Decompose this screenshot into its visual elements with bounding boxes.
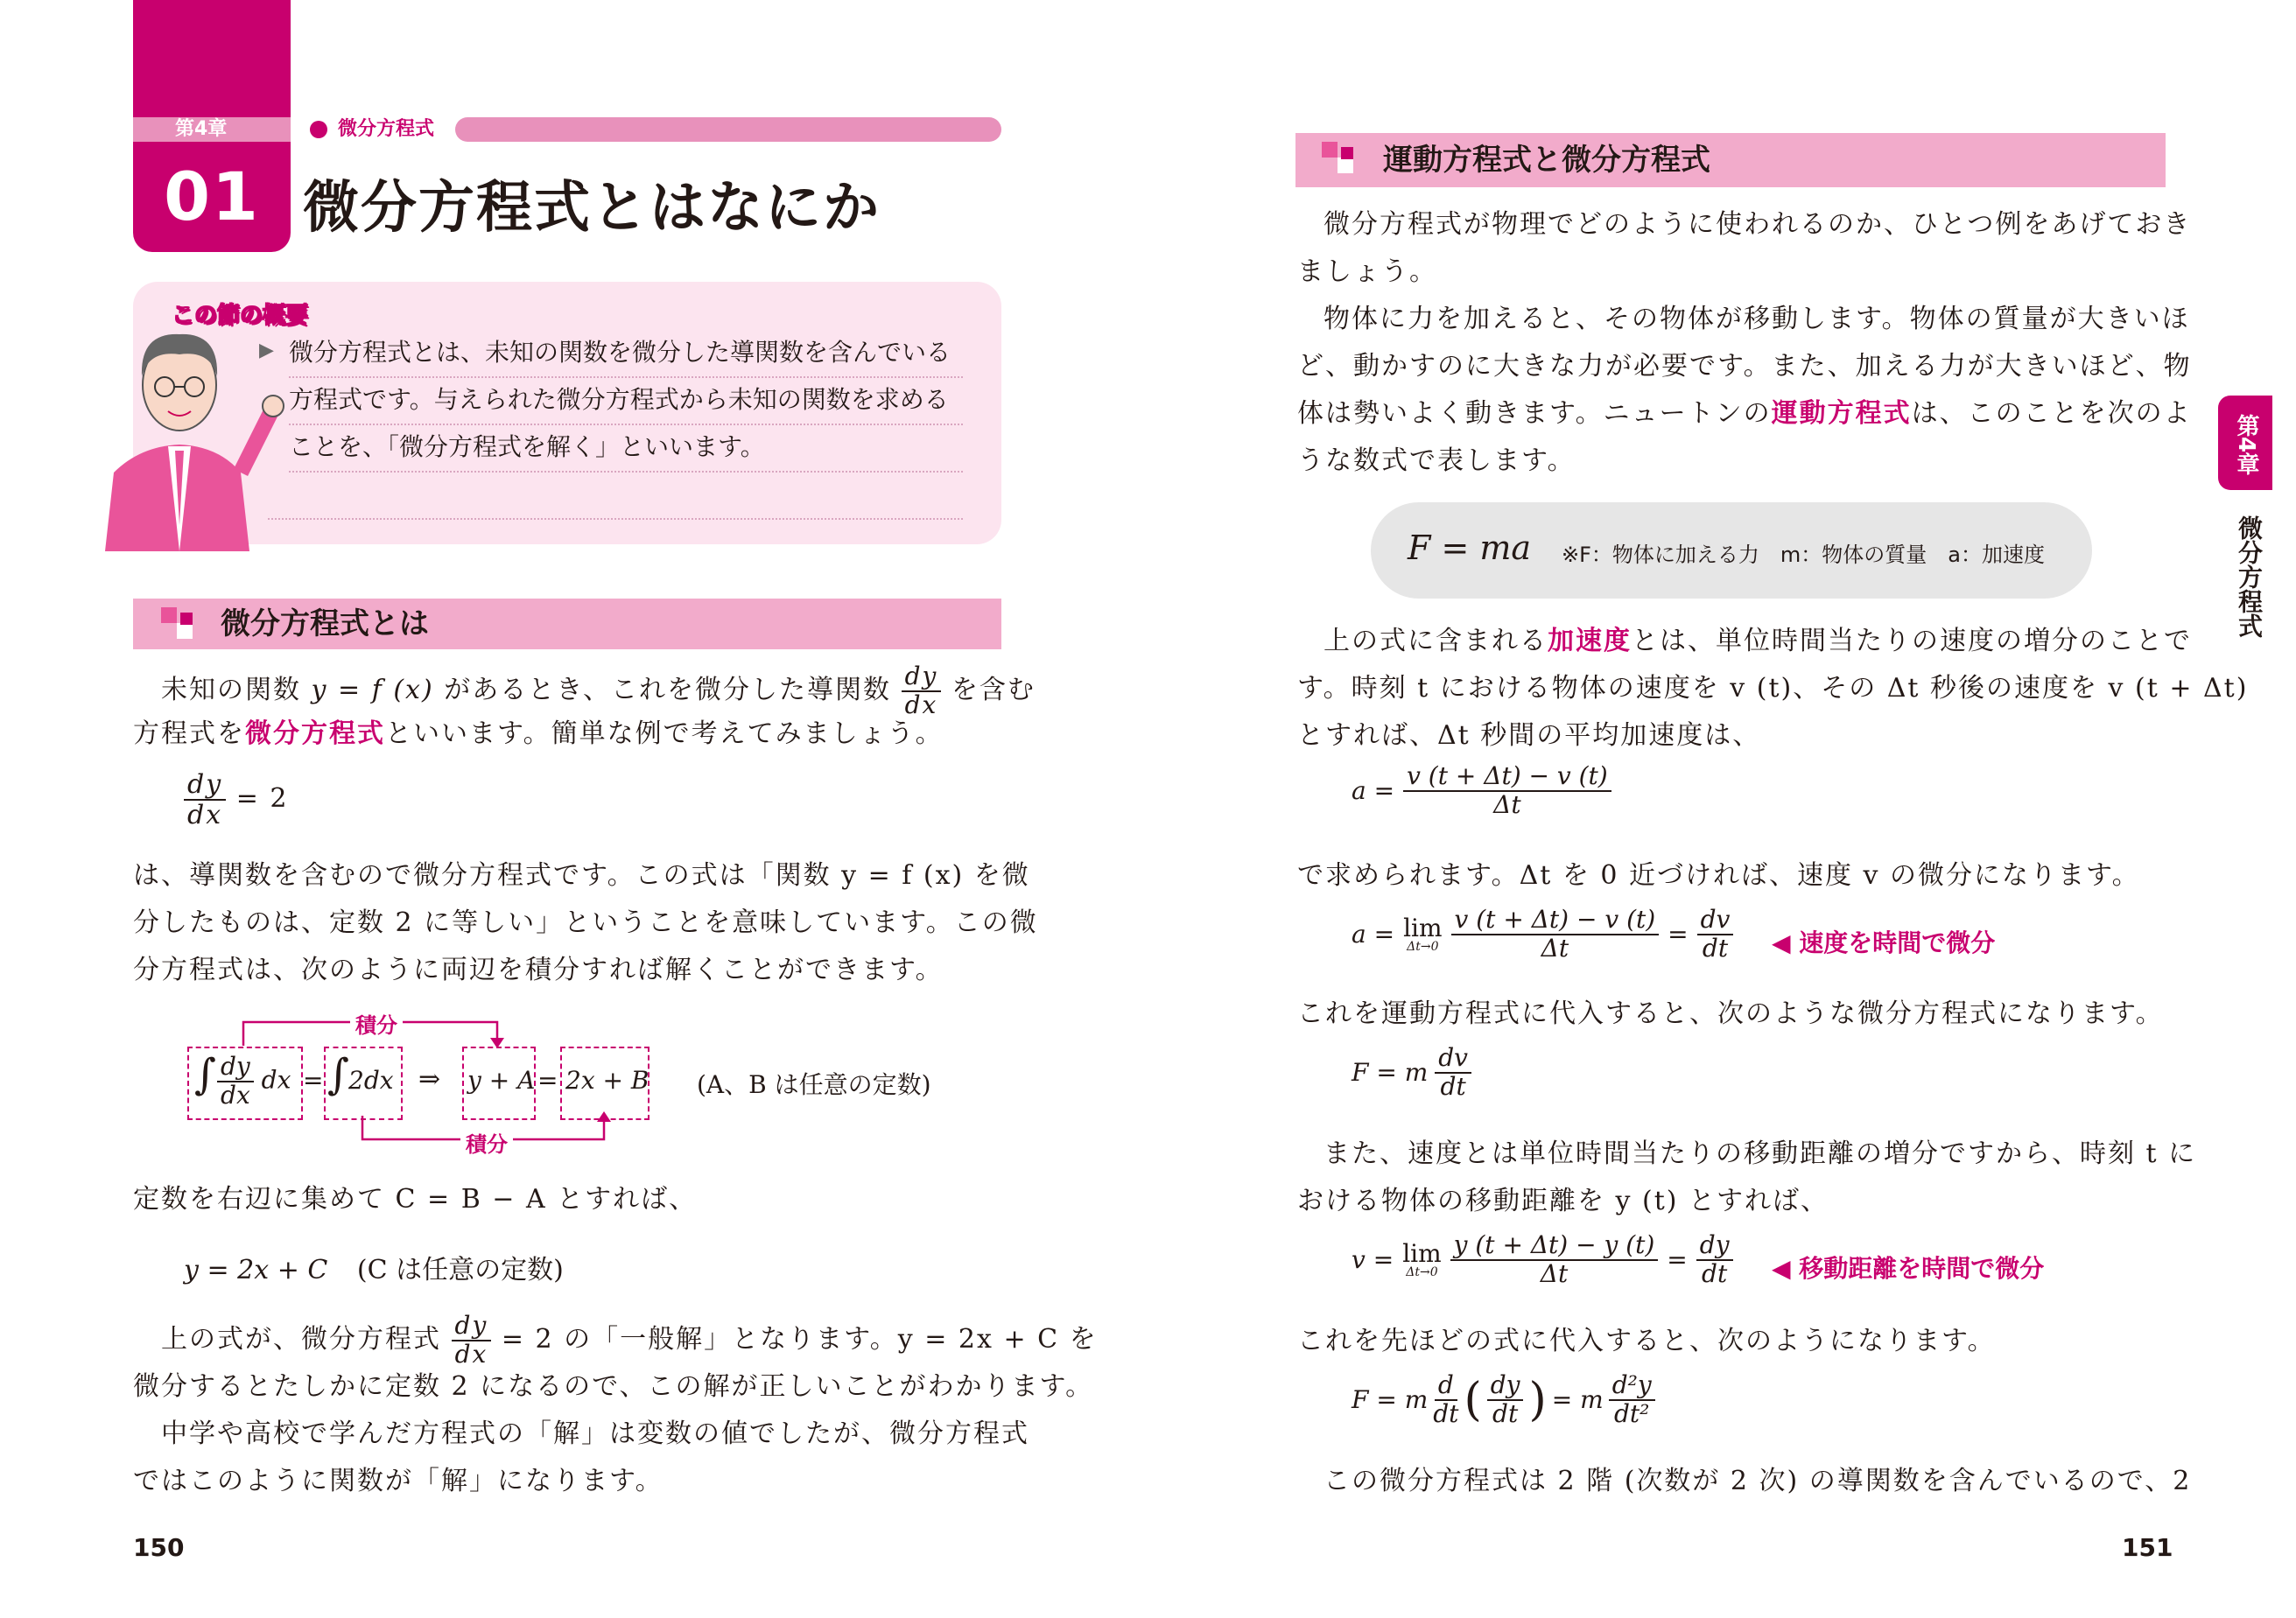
section-heading: 運動方程式と微分方程式: [1383, 143, 1710, 178]
chapter-side-tab-label: 第4章: [2233, 413, 2259, 476]
summary-blank-line: [268, 471, 963, 520]
page-title: 微分方程式とはなにか: [303, 176, 881, 241]
implies-arrow: ⇒: [418, 1064, 441, 1095]
paragraph-line: は、導関数を含むので微分方程式です。この式は「関数 y = f (x) を微: [133, 860, 1030, 891]
summary-line: 方程式です。与えられた微分方程式から未知の関数を求める: [289, 376, 963, 425]
paragraph-line: 方程式を微分方程式といいます。簡単な例で考えてみましょう。: [133, 718, 944, 749]
paragraph-line: 分したものは、定数 2 に等しい」ということを意味しています。この微: [133, 907, 1038, 938]
integral-sign-icon: ∫: [327, 1050, 350, 1099]
paragraph-line: うな数式で表します。: [1297, 445, 1576, 476]
integral-note: (A、B は任意の定数): [697, 1070, 931, 1099]
chapter-topic: 微分方程式: [338, 118, 435, 140]
section-number: 01: [164, 158, 260, 235]
integral-box-4-content: 2x + B: [565, 1066, 649, 1095]
paragraph-line: ましょう。: [1297, 256, 1437, 287]
paragraph-line: また、速度とは単位時間当たりの移動距離の増分ですから、時刻 t に: [1324, 1138, 2197, 1169]
equation-limit-position: v = lim Δt→0 $\frac{y (t + \Delta t) - y (t)}{\Delta t}$ = $\frac{dy}{dt}$: [1352, 1232, 1733, 1288]
paragraph-line: 分方程式は、次のように両辺を積分すれば解くことができます。: [133, 955, 944, 985]
paragraph-line: す。時刻 t における物体の速度を v (t)、その Δt 秒後の速度を v (t + Δt): [1297, 673, 2249, 704]
bullet-arrow-icon: ▶: [259, 340, 274, 361]
section-square-icon: [1322, 142, 1360, 177]
paragraph-line: 物体に力を加えると、その物体が移動します。物体の質量が大きいほ: [1324, 304, 2190, 334]
paragraph-line: 体は勢いよく動きます。ニュートンの運動方程式は、このことを次のよ: [1297, 398, 2192, 429]
left-arrow-icon: ◀: [1772, 928, 1791, 957]
summary-line: ことを、「微分方程式を解く」といいます。: [289, 424, 963, 473]
paragraph-line: とすれば、Δt 秒間の平均加速度は、: [1297, 720, 1761, 751]
paragraph-line: 微分方程式が物理でどのように使われるのか、ひとつ例をあげておき: [1324, 209, 2192, 240]
callout-velocity: ◀ 速度を時間で微分: [1772, 928, 1996, 957]
paragraph-line: ではこのように関数が「解」になります。: [133, 1466, 664, 1496]
paragraph-line: 微分するとたしかに定数 2 になるので、この解が正しいことがわかります。: [133, 1371, 1094, 1402]
paragraph-line: この微分方程式は 2 階 (次数が 2 次) の導関数を含んでいるので、2: [1324, 1466, 2192, 1496]
equation-second-derivative: F = m $\frac{d}{dt}$ ( $\frac{dy}{dt}$ ) = m $\frac{\text{d²y}}{\text{dt²}}$: [1352, 1372, 1655, 1428]
chapter-label: 第4章: [175, 118, 228, 140]
term-acceleration: 加速度: [1548, 626, 1632, 656]
equation-general: y = 2x + C (C は任意の定数): [184, 1255, 564, 1285]
paragraph-line: 上の式に含まれる加速度とは、単位時間当たりの速度の増分のことで: [1324, 626, 2192, 656]
chapter-dot-icon: [310, 121, 327, 138]
integral-box-3-content: y + A: [467, 1066, 536, 1095]
paragraph-line: で求められます。Δt を 0 近づければ、速度 v の微分になります。: [1297, 860, 2140, 891]
formula-note: ※F：物体に加える力 m：物体の質量 a：加速度: [1562, 543, 2045, 567]
integral-box-2-content: 2dx: [348, 1066, 394, 1095]
section-heading: 微分方程式とは: [221, 606, 429, 641]
section-square-icon: [161, 607, 200, 642]
formula-newton: F = ma: [1408, 529, 1532, 567]
callout-position: ◀ 移動距離を時間で微分: [1772, 1254, 2045, 1283]
integral-box-1-content: $\frac{dy}{dx}$ dx: [217, 1054, 291, 1110]
equals-sign: =: [303, 1066, 324, 1095]
paragraph-line: 中学や高校で学んだ方程式の「解」は変数の値でしたが、微分方程式: [161, 1418, 1029, 1449]
integral-label-bottom: 積分: [460, 1127, 513, 1158]
summary-line: 微分方程式とは、未知の関数を微分した導関数を含んでいる: [289, 329, 963, 378]
paragraph-line: 定数を右辺に集めて C = B − A とすれば、: [133, 1184, 698, 1215]
paragraph-line: ど、動かすのに大きな力が必要です。また、加える力が大きいほど、物: [1297, 351, 2192, 382]
paragraph-line: 上の式が、微分方程式 $\frac{dy}{dx}$ = 2 の「一般解」となります。y = 2x + C を: [161, 1311, 1098, 1369]
integral-sign-icon: ∫: [194, 1050, 217, 1099]
paragraph-line: これを先ほどの式に代入すると、次のようになります。: [1297, 1326, 1996, 1356]
page-number-right: 151: [2122, 1533, 2173, 1562]
left-arrow-icon: ◀: [1772, 1254, 1791, 1283]
term-differential-equation: 微分方程式: [245, 718, 385, 749]
chapter-rule: [455, 117, 1001, 142]
term-equation-of-motion: 運動方程式: [1771, 398, 1912, 429]
summary-heading: この節の概要: [172, 303, 309, 329]
integral-label-top: 積分: [350, 1008, 403, 1039]
chapter-side-label: 微分方程式: [2235, 515, 2264, 638]
equation-dy-dx-2: $\frac{dy}{dx}$ = 2: [184, 770, 288, 830]
paragraph-line: これを運動方程式に代入すると、次のような微分方程式になります。: [1297, 998, 2164, 1029]
equation-F-m-dv-dt: F = m $\frac{dv}{dt}$: [1352, 1045, 1471, 1101]
page-number-left: 150: [133, 1533, 185, 1562]
equation-average-acceleration: a = $\frac{v (t + \Delta t) - v (t)}{\Delta t}$: [1352, 763, 1611, 819]
paragraph-line: おける物体の移動距離を y (t) とすれば、: [1297, 1186, 1829, 1216]
equals-sign: =: [537, 1066, 558, 1095]
equation-limit-velocity: a = lim Δt→0 $\frac{v (t + \Delta t) - v (t)}{\Delta t}$ = $\frac{dv}{dt}$: [1352, 907, 1733, 963]
paragraph-line: 未知の関数 y = f (x) があるとき、これを微分した導関数 $\frac{dy}{dx}$ を含む: [161, 662, 1036, 719]
